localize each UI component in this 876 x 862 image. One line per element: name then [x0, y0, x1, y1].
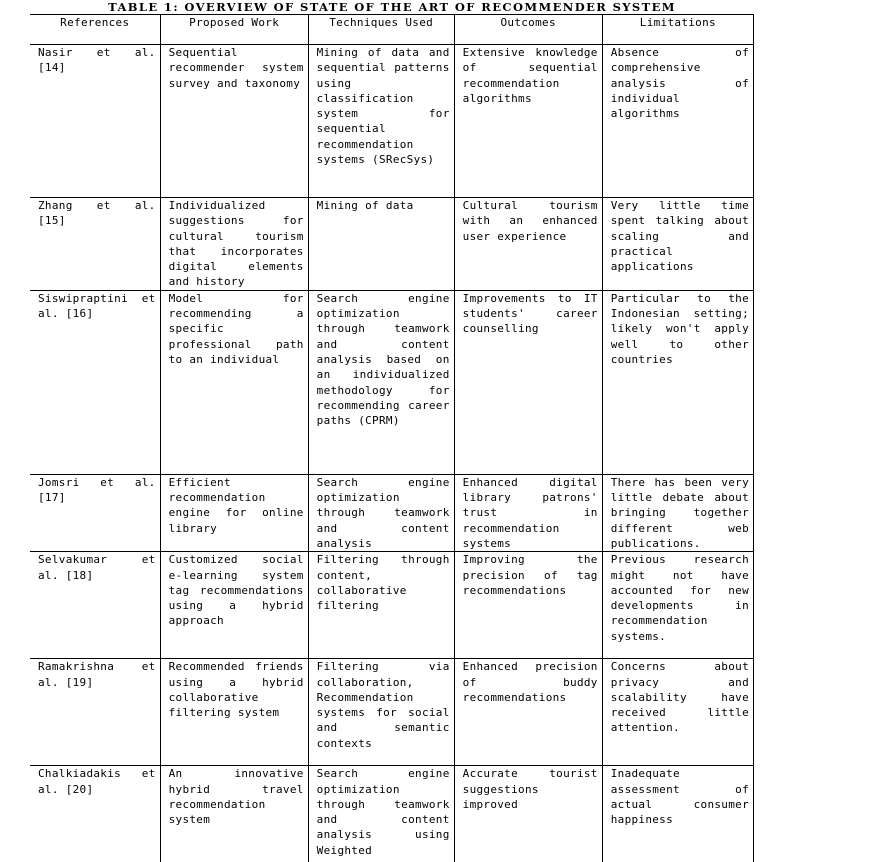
- table-caption: TABLE 1: OVERVIEW OF STATE OF THE ART OF RECOMMENDER SYSTEM: [108, 0, 676, 14]
- table-row: [30, 198, 754, 291]
- cell-outcomes: Cultural tourism with an enhanced user experience: [454, 198, 602, 291]
- cell-limitations: Previous research might not have accounted for new developments in recommendation systems.: [602, 552, 753, 659]
- header-proposed-work: Proposed Work: [160, 15, 308, 45]
- cell-techniques: Search engine optimization through teamwork and content analysis using Weighted: [308, 766, 454, 862]
- cell-reference: Jomsri et al. [17]: [30, 474, 160, 551]
- cell-proposed-work: Recommended friends using a hybrid collaborative filtering system: [160, 659, 308, 766]
- cell-limitations: Concerns about privacy and scalability have received little attention.: [602, 659, 753, 766]
- cell-proposed-work: Efficient recommendation engine for online library: [160, 474, 308, 551]
- cell-proposed-work: An innovative hybrid travel recommendation system: [160, 766, 308, 862]
- cell-outcomes: Enhanced precision of buddy recommendations: [454, 659, 602, 766]
- cell-reference: Zhang et al. [15]: [30, 198, 160, 291]
- header-limitations: Limitations: [602, 15, 753, 45]
- cell-limitations: Very little time spent talking about scaling and practical applications: [602, 198, 753, 291]
- cell-limitations: Inadequate assessment of actual consumer happiness: [602, 766, 753, 862]
- recommender-overview-table: [30, 14, 754, 862]
- table-row: [30, 45, 754, 198]
- cell-outcomes: Extensive knowledge of sequential recommendation algorithms: [454, 45, 602, 198]
- table-row: [30, 290, 754, 474]
- cell-limitations: There has been very little debate about bringing together different web publications.: [602, 474, 753, 551]
- cell-outcomes: Accurate tourist suggestions improved: [454, 766, 602, 862]
- cell-techniques: Mining of data: [308, 198, 454, 291]
- table-header-row: [30, 15, 754, 45]
- cell-techniques: Filtering via collaboration, Recommendation systems for social and semantic contexts: [308, 659, 454, 766]
- cell-outcomes: Improving the precision of tag recommendations: [454, 552, 602, 659]
- cell-reference: Ramakrishna et al. [19]: [30, 659, 160, 766]
- cell-reference: Chalkiadakis et al. [20]: [30, 766, 160, 862]
- cell-limitations: Absence of comprehensive analysis of individual algorithms: [602, 45, 753, 198]
- table-row: [30, 766, 754, 862]
- cell-limitations: Particular to the Indonesian setting; likely won't apply well to other countries: [602, 290, 753, 474]
- cell-techniques: Filtering through content, collaborative filtering: [308, 552, 454, 659]
- header-outcomes: Outcomes: [454, 15, 602, 45]
- cell-techniques: Search engine optimization through teamwork and content analysis based on an individualized methodology for recommending career paths (CPRM): [308, 290, 454, 474]
- header-references: References: [30, 15, 160, 45]
- cell-techniques: Mining of data and sequential patterns using classification system for sequential recommendation systems (SRecSys): [308, 45, 454, 198]
- cell-reference: Nasir et al. [14]: [30, 45, 160, 198]
- cell-techniques: Search engine optimization through teamwork and content analysis: [308, 474, 454, 551]
- table-row: [30, 552, 754, 659]
- cell-proposed-work: Customized social e-learning system tag recommendations using a hybrid approach: [160, 552, 308, 659]
- header-techniques-used: Techniques Used: [308, 15, 454, 45]
- cell-proposed-work: Model for recommending a specific professional path to an individual: [160, 290, 308, 474]
- cell-outcomes: Enhanced digital library patrons' trust in recommendation systems: [454, 474, 602, 551]
- table-row: [30, 474, 754, 551]
- cell-proposed-work: Individualized suggestions for cultural tourism that incorporates digital elements and history: [160, 198, 308, 291]
- cell-reference: Selvakumar et al. [18]: [30, 552, 160, 659]
- table-row: [30, 659, 754, 766]
- cell-outcomes: Improvements to IT students' career counselling: [454, 290, 602, 474]
- cell-reference: Siswipraptini et al. [16]: [30, 290, 160, 474]
- cell-proposed-work: Sequential recommender system survey and taxonomy: [160, 45, 308, 198]
